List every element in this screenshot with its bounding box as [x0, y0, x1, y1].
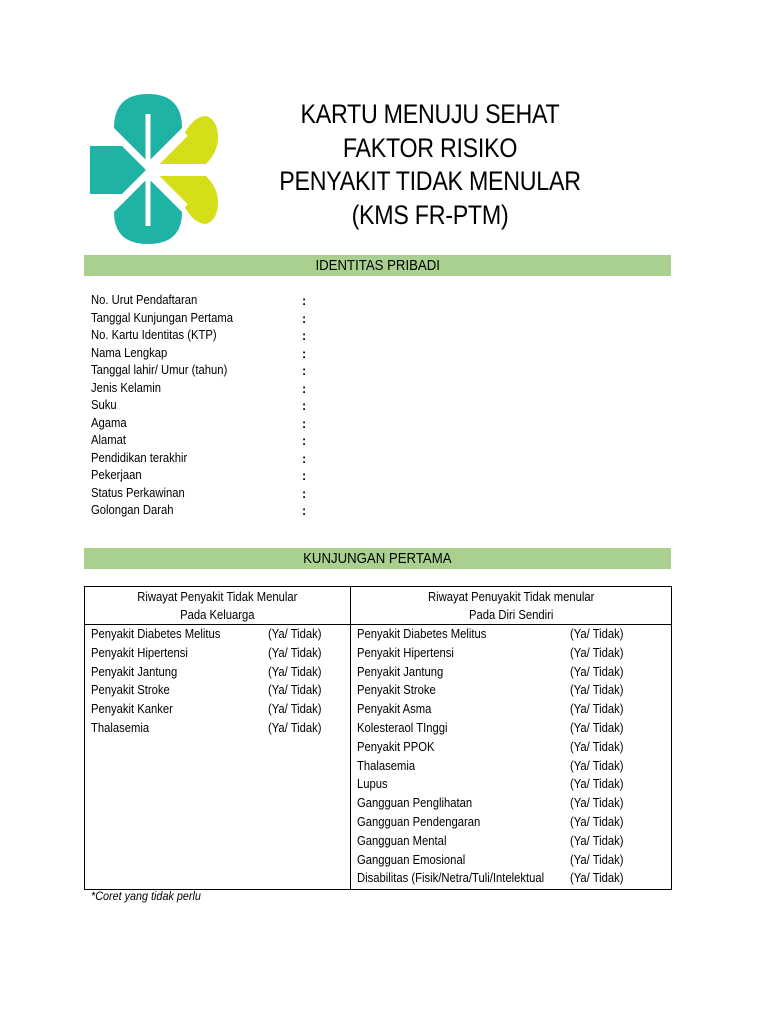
- self-history-header: Riwayat Penuyakit Tidak menular Pada Diri Sendiri: [350, 587, 671, 625]
- identity-field-label: Alamat: [91, 433, 127, 447]
- self-disease-label: Gangguan Mental: [356, 833, 447, 848]
- family-disease-row: [85, 700, 350, 719]
- self-disease-row: [351, 700, 671, 719]
- identity-field-row: [91, 380, 331, 398]
- self-disease-label: Penyakit Asma: [356, 702, 432, 717]
- self-disease-label: Lupus: [356, 777, 388, 792]
- identity-field-label: No. Kartu Identitas (KTP): [91, 328, 217, 342]
- self-disease-option: (Ya/ Tidak): [569, 702, 624, 717]
- self-disease-label: Thalasemia: [356, 758, 415, 773]
- identity-field-colon: :: [302, 504, 307, 518]
- family-history-list: [85, 625, 351, 890]
- self-disease-label: Gangguan Penglihatan: [356, 796, 472, 811]
- self-disease-row: [351, 663, 671, 682]
- identity-field-label: No. Urut Pendaftaran: [91, 293, 198, 307]
- identity-field-colon: :: [302, 364, 307, 378]
- self-disease-row: [351, 869, 671, 888]
- family-disease-row: [85, 644, 350, 663]
- family-history-header: Riwayat Penyakit Tidak Menular Pada Keluarga: [85, 587, 351, 625]
- self-disease-row: [351, 832, 671, 851]
- title-line-2: FAKTOR RISIKO: [342, 132, 518, 163]
- identity-field-label: Pendidikan terakhir: [91, 450, 188, 465]
- kemenkes-logo-icon: [88, 90, 220, 246]
- family-disease-option: (Ya/ Tidak): [268, 664, 322, 679]
- self-disease-option: (Ya/ Tidak): [569, 814, 624, 829]
- self-disease-label: Penyakit Hipertensi: [356, 645, 454, 660]
- identity-field-row: [91, 327, 331, 345]
- identity-field-colon: :: [302, 399, 307, 413]
- self-disease-label: Kolesteraol TInggi: [356, 720, 448, 735]
- identity-field-label: Pekerjaan: [91, 468, 142, 482]
- identity-field-row: [91, 310, 331, 328]
- self-disease-row: [351, 794, 671, 813]
- family-disease-option: (Ya/ Tidak): [268, 645, 322, 660]
- identity-field-label: Golongan Darah: [91, 503, 174, 517]
- family-disease-label: Penyakit Diabetes Melitus: [91, 627, 221, 641]
- section-heading-kunjungan: KUNJUNGAN PERTAMA: [84, 548, 671, 569]
- self-disease-label: Disabilitas (Fisik/Netra/Tuli/Intelektual: [356, 871, 544, 886]
- self-disease-row: [351, 813, 671, 832]
- self-disease-row: [351, 719, 671, 738]
- title-line-1: KARTU MENUJU SEHAT: [300, 99, 560, 129]
- identity-field-colon: :: [302, 451, 307, 466]
- self-disease-row: [351, 775, 671, 794]
- family-disease-label: Thalasemia: [91, 720, 150, 735]
- family-disease-option: (Ya/ Tidak): [268, 627, 322, 641]
- identity-field-row: [91, 432, 331, 450]
- self-disease-row: [351, 681, 671, 700]
- self-disease-option: (Ya/ Tidak): [569, 683, 624, 698]
- identity-field-colon: :: [302, 381, 307, 396]
- identity-field-colon: :: [302, 434, 307, 448]
- identity-field-label: Tanggal lahir/ Umur (tahun): [91, 363, 228, 377]
- family-disease-label: Penyakit Hipertensi: [91, 645, 188, 660]
- self-disease-row: [351, 644, 671, 663]
- self-disease-label: Gangguan Emosional: [356, 852, 465, 867]
- identity-field-colon: :: [302, 346, 307, 361]
- self-disease-label: Penyakit PPOK: [356, 739, 435, 754]
- identity-field-colon: :: [302, 469, 307, 483]
- identity-field-colon: :: [302, 311, 307, 326]
- title-line-4: (KMS FR-PTM): [351, 199, 509, 230]
- family-disease-label: Penyakit Jantung: [91, 664, 178, 679]
- self-disease-label: Gangguan Pendengaran: [356, 814, 480, 829]
- family-disease-row: [85, 625, 350, 644]
- self-disease-row: [351, 757, 671, 776]
- identity-field-row: [91, 485, 331, 503]
- card-title: [258, 98, 602, 232]
- self-disease-option: (Ya/ Tidak): [569, 758, 624, 773]
- family-disease-option: (Ya/ Tidak): [268, 683, 322, 698]
- self-disease-option: (Ya/ Tidak): [569, 720, 624, 735]
- family-disease-option: (Ya/ Tidak): [268, 702, 322, 717]
- footnote: *Coret yang tidak perlu: [91, 889, 201, 903]
- self-disease-row: [351, 738, 671, 757]
- family-disease-row: [85, 719, 350, 738]
- self-disease-option: (Ya/ Tidak): [569, 627, 624, 641]
- title-line-3: PENYAKIT TIDAK MENULAR: [279, 166, 581, 196]
- identity-field-label: Agama: [91, 415, 127, 430]
- self-disease-label: Penyakit Stroke: [356, 683, 436, 698]
- family-disease-label: Penyakit Stroke: [91, 683, 170, 698]
- family-disease-option: (Ya/ Tidak): [268, 720, 322, 735]
- identity-field-row: [91, 397, 331, 415]
- self-disease-label: Penyakit Jantung: [356, 664, 443, 679]
- identity-field-row: [91, 502, 331, 520]
- identity-field-row: [91, 362, 331, 380]
- self-disease-row: [351, 625, 671, 644]
- self-disease-option: (Ya/ Tidak): [569, 739, 624, 754]
- identity-field-list: [91, 292, 331, 520]
- identity-field-label: Tanggal Kunjungan Pertama: [91, 310, 233, 325]
- identity-field-colon: :: [302, 486, 307, 501]
- family-disease-label: Penyakit Kanker: [91, 702, 173, 717]
- identity-field-row: [91, 415, 331, 433]
- section-heading-identitas: IDENTITAS PRIBADI: [84, 255, 671, 276]
- identity-field-label: Jenis Kelamin: [91, 380, 162, 395]
- disease-history-table: [84, 586, 672, 890]
- identity-field-colon: :: [302, 416, 307, 431]
- self-disease-option: (Ya/ Tidak): [569, 645, 624, 660]
- self-history-list: [350, 625, 671, 890]
- identity-field-label: Status Perkawinan: [91, 485, 185, 500]
- family-disease-row: [85, 663, 350, 682]
- identity-field-row: [91, 450, 331, 468]
- self-disease-row: [351, 851, 671, 870]
- identity-field-colon: :: [302, 329, 307, 343]
- family-disease-row: [85, 681, 350, 700]
- self-disease-option: (Ya/ Tidak): [569, 796, 624, 811]
- self-disease-option: (Ya/ Tidak): [569, 833, 624, 848]
- identity-field-row: [91, 345, 331, 363]
- self-disease-label: Penyakit Diabetes Melitus: [356, 627, 487, 641]
- identity-field-label: Suku: [91, 398, 117, 412]
- self-disease-option: (Ya/ Tidak): [569, 871, 624, 886]
- self-disease-option: (Ya/ Tidak): [569, 852, 624, 867]
- self-disease-option: (Ya/ Tidak): [569, 777, 624, 792]
- identity-field-row: [91, 292, 331, 310]
- identity-field-label: Nama Lengkap: [91, 345, 168, 360]
- identity-field-colon: :: [302, 294, 307, 308]
- self-disease-option: (Ya/ Tidak): [569, 664, 624, 679]
- identity-field-row: [91, 467, 331, 485]
